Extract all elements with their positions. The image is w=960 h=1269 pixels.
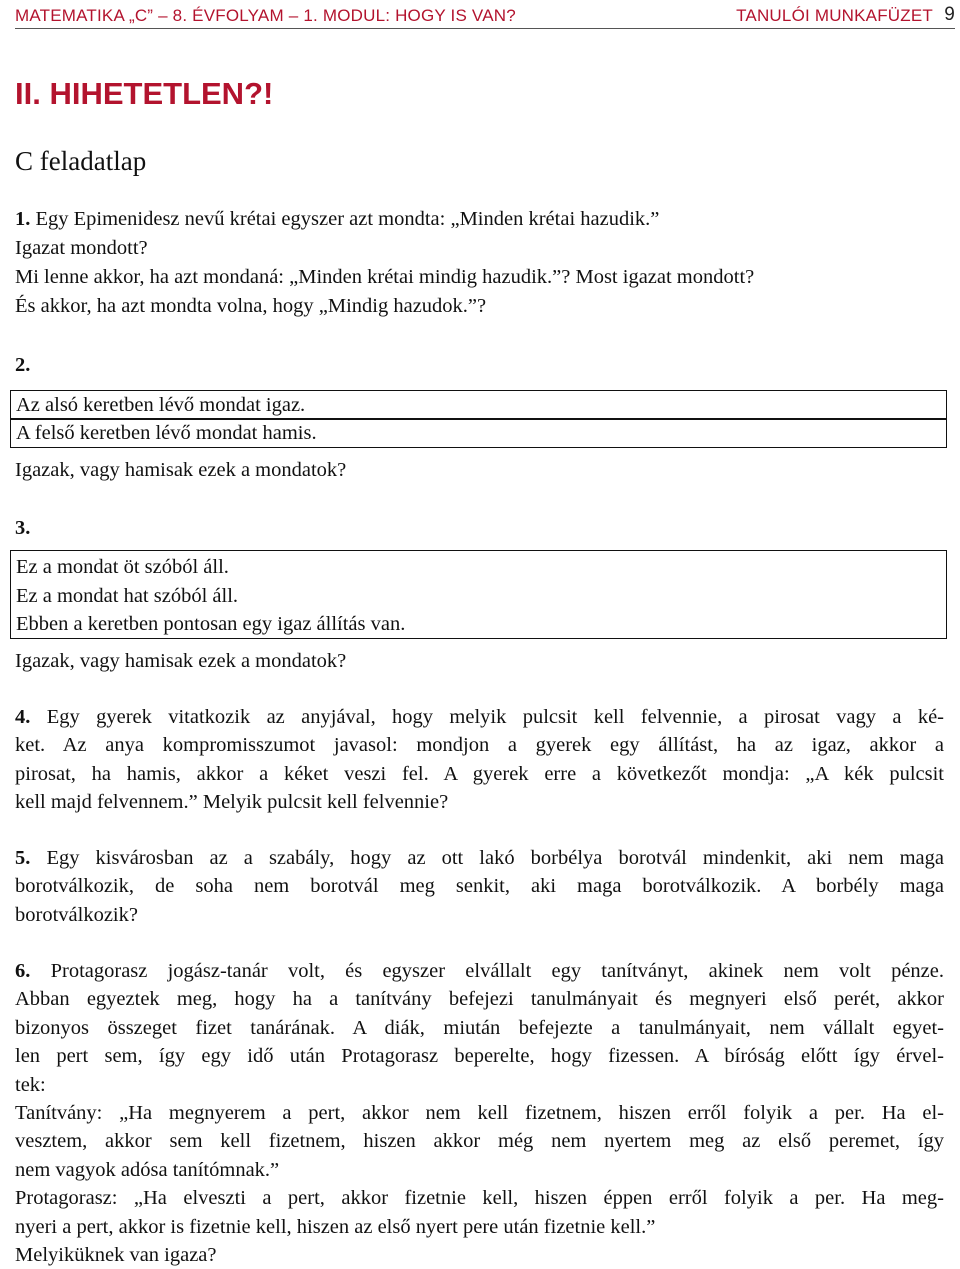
task-6-line-3: bizonyos összeget fizet tanárának. A diák, miután befejezte a tanulmányait, nem vállalt egyet- [15,1016,944,1039]
task-3-number: 3. [15,517,31,539]
page-number: 9 [944,4,955,25]
task-2-bottom-box-sentence: A felső keretben lévő mondat hamis. [16,422,317,444]
task-3-box [10,550,947,639]
task-4-line-1 [15,703,944,731]
task-4-number: 4. [15,706,31,728]
task-2-top-box-sentence: Az alsó keretben lévő mondat igaz. [16,394,306,416]
task-3-box-sentence-1: Ez a mondat öt szóból áll. [16,556,229,578]
task-6-line-1 [15,957,944,985]
task-3-box-sentence-2: Ez a mondat hat szóból áll. [16,585,239,607]
header-workbook-label: TANULÓI MUNKAFÜZET [736,6,933,25]
task-4-line-1-text: Egy gyerek vitatkozik az anyjával, hogy melyik pulcsit kell felvennie, a pirosat vagy a ké- [46,706,944,728]
task-5-line-2: borotválkozik, de soha nem borotvál meg senkit, aki maga borotválkozik. A borbély maga [15,875,944,898]
task-2-number: 2. [15,354,31,376]
task-1-line-1 [15,207,659,231]
task-3-box-sentence-3: Ebben a keretben pontosan egy igaz állítás van. [16,613,406,635]
task-6-line-1-text: Protagorasz jogász-tanár volt, és egyszer elvállalt egy tanítványt, akinek nem volt pénze. [50,960,945,982]
task-3-question: Igazak, vagy hamisak ezek a mondatok? [15,650,347,672]
task-6-line-7: vesztem, akkor sem kell fizetnem, hiszen akkor még nem nyertem meg az első peremet, így [15,1130,944,1153]
task-6-line-4: len pert sem, így egy idő után Protagorasz beperelte, hogy fizessen. A bíróság előtt így érvel- [15,1045,944,1068]
header-module-title: MATEMATIKA „C” – 8. ÉVFOLYAM – 1. MODUL: HOGY IS VAN? [15,6,516,25]
task-1-line-2: Igazat mondott? [15,237,148,259]
task-5-line-1 [15,844,944,872]
task-6-paragraph [15,957,944,1269]
task-5-number: 5. [15,847,31,869]
task-6-line-5: tek: [15,1073,46,1096]
task-1-number: 1. [15,208,31,230]
task-2-bottom-box [10,418,947,448]
task-2-top-box [10,390,947,420]
task-6-line-8: nem vagyok adósa tanítómnak.” [15,1158,280,1181]
task-6-line-6: Tanítvány: „Ha megnyerem a pert, akkor nem kell fizetnem, hiszen erről folyik a per. Ha el- [15,1102,944,1125]
task-5-line-1-text: Egy kisvárosban az a szabály, hogy az ott lakó borbélya borotvál mindenkit, aki nem maga [46,847,945,869]
task-5-paragraph [15,844,944,929]
task-4-line-3: pirosat, ha hamis, akkor a kéket veszi fel. A gyerek erre a következőt mondja: „A kék pulcsit [15,762,944,785]
page-header [15,4,955,29]
task-6-line-10: nyeri a pert, akkor is fizetnie kell, hiszen az első nyert pere után fizetnie kell.” [15,1215,656,1238]
task-6-line-11: Melyiküknek van igaza? [15,1244,217,1267]
section-title: II. HIHETETLEN?! [15,76,274,111]
task-4-paragraph [15,703,944,817]
task-4-line-2: ket. Az anya kompromisszumot javasol: mondjon a gyerek egy állítást, ha az igaz, akkor a [15,734,944,757]
task-6-line-9: Protagorasz: „Ha elveszti a pert, akkor fizetnie kell, hiszen éppen erről folyik a per. Ha meg- [15,1187,944,1210]
task-6-number: 6. [15,960,31,982]
task-1-line-3: Mi lenne akkor, ha azt mondaná: „Minden krétai mindig hazudik.”? Most igazat mondott? [15,266,755,288]
worksheet-subtitle: C feladatlap [15,146,147,176]
task-5-line-3: borotválkozik? [15,903,138,926]
task-6-line-2: Abban egyeztek meg, hogy ha a tanítvány befejezi tanulmányait és megnyeri első perét, akkor [15,988,944,1011]
task-2-question: Igazak, vagy hamisak ezek a mondatok? [15,459,347,481]
task-1-line-4: És akkor, ha azt mondta volna, hogy „Mindig hazudok.”? [15,295,487,317]
task-1-text: Egy Epimenidesz nevű krétai egyszer azt mondta: „Minden krétai hazudik.” [35,208,660,230]
task-4-line-4: kell majd felvennem.” Melyik pulcsit kell felvennie? [15,791,449,814]
